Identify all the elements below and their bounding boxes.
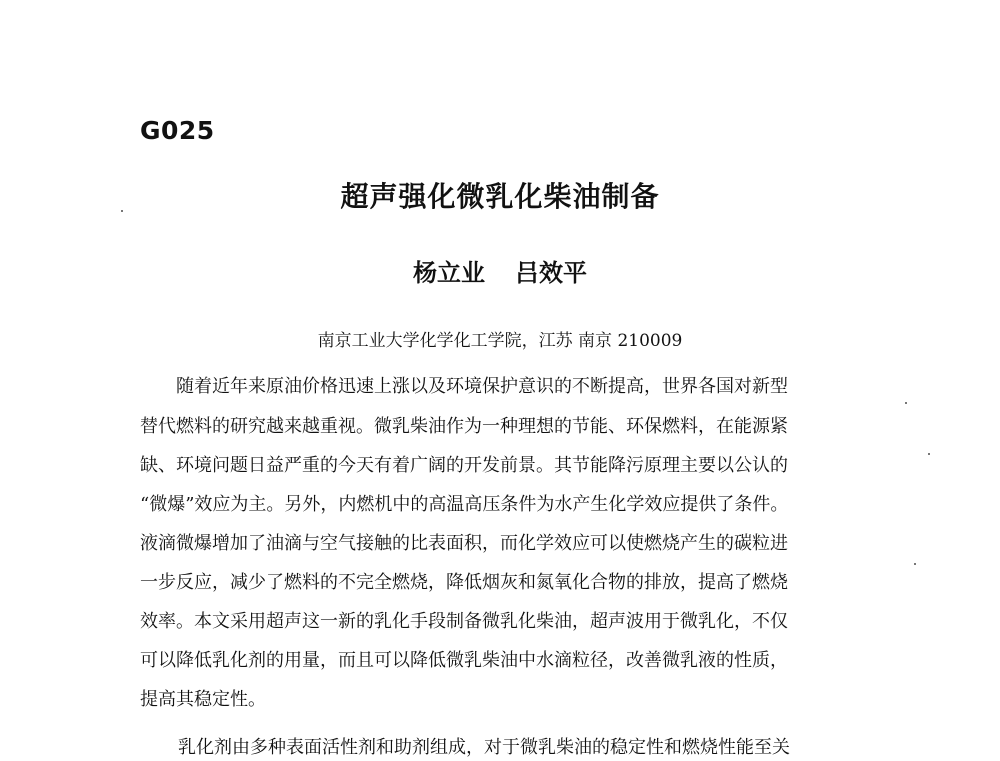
- author-name: 杨立业: [413, 258, 485, 287]
- paper-title: 超声强化微乳化柴油制备: [340, 180, 660, 213]
- body-line: 液滴微爆增加了油滴与空气接触的比表面积，而化学效应可以使燃烧产生的碳粒进: [140, 533, 788, 554]
- scan-speck: [928, 453, 930, 455]
- body-line: 乳化剂由多种表面活性剂和助剂组成，对于微乳柴油的稳定性和燃烧性能至关: [178, 737, 790, 758]
- scan-speck: [905, 402, 907, 404]
- body-line: 缺、环境问题日益严重的今天有着广阔的开发前景。其节能降污原理主要以公认的: [140, 455, 788, 476]
- scan-speck: [121, 210, 123, 212]
- paper-code: G025: [140, 116, 215, 145]
- body-line: 效率。本文采用超声这一新的乳化手段制备微乳化柴油，超声波用于微乳化，不仅: [140, 611, 788, 632]
- body-line: 替代燃料的研究越来越重视。微乳柴油作为一种理想的节能、环保燃料，在能源紧: [140, 416, 788, 437]
- author-name: 吕效平: [515, 258, 587, 287]
- body-line: 提高其稳定性。: [140, 689, 266, 710]
- body-line: 可以降低乳化剂的用量，而且可以降低微乳柴油中水滴粒径，改善微乳液的性质，: [140, 650, 788, 671]
- body-line: “微爆”效应为主。另外，内燃机中的高温高压条件为水产生化学效应提供了条件。: [140, 494, 789, 515]
- affiliation: 南京工业大学化学化工学院，江苏 南京 210009: [317, 331, 683, 351]
- scan-speck: [914, 563, 916, 565]
- authors: [0, 253, 1000, 288]
- body-line: 随着近年来原油价格迅速上涨以及环境保护意识的不断提高，世界各国对新型: [176, 376, 788, 397]
- body-line: 一步反应，减少了燃料的不完全燃烧，降低烟灰和氮氧化合物的排放，提高了燃烧: [140, 572, 788, 593]
